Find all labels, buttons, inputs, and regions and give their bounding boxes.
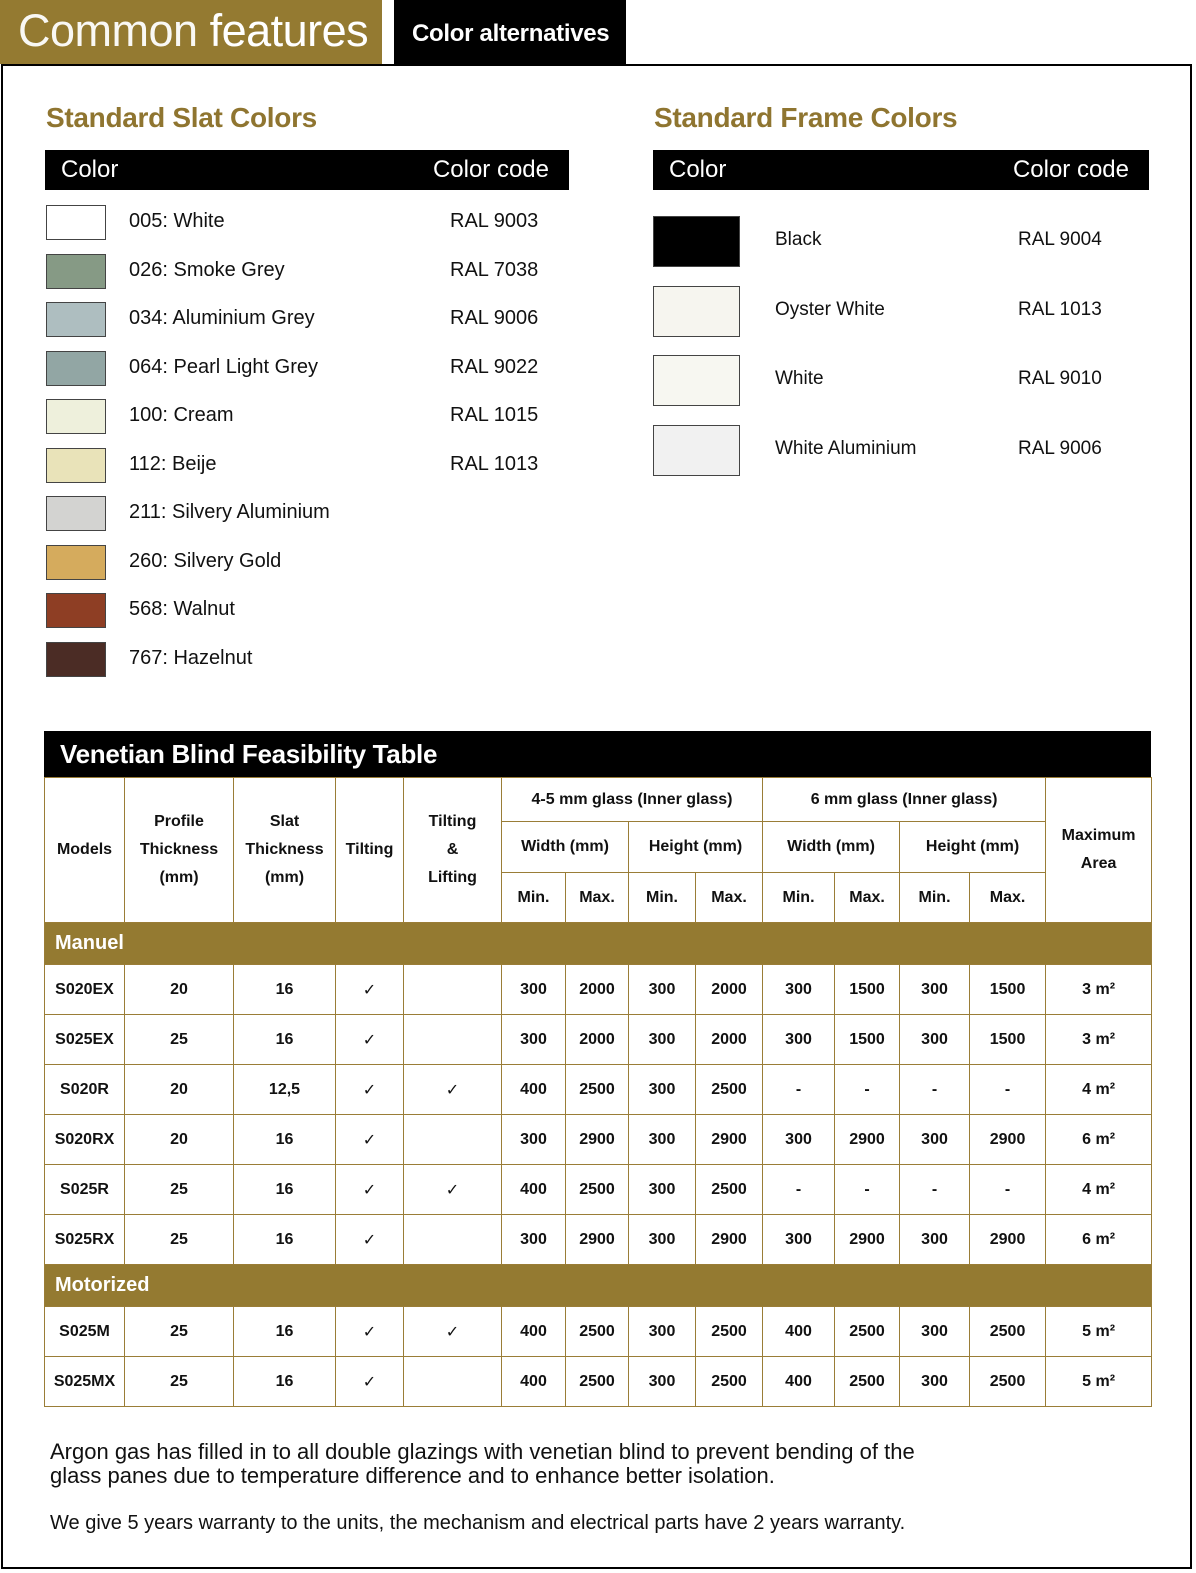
- table-cell-model: S020R: [45, 1065, 125, 1115]
- table-cell-w45max: 2900: [566, 1215, 629, 1265]
- table-cell-w45max: 2500: [566, 1165, 629, 1215]
- table-cell-w6max: 2900: [835, 1115, 900, 1165]
- slat-color-code: RAL 1013: [450, 452, 539, 475]
- table-cell-w6min: -: [763, 1165, 835, 1215]
- table-row: [45, 1215, 1152, 1265]
- tilting-header: Tilting: [336, 778, 404, 923]
- frame-colors-title: Standard Frame Colors: [654, 102, 958, 133]
- table-cell-model: S025MX: [45, 1357, 125, 1407]
- table-cell-tilt: ✓: [336, 965, 404, 1015]
- table-cell-h45min: 300: [629, 1165, 696, 1215]
- profile-thickness-header: Profile Thickness (mm): [125, 778, 234, 923]
- table-row: [45, 1015, 1152, 1065]
- table-cell-w45min: 300: [502, 965, 566, 1015]
- slat-color-swatch: [46, 545, 106, 580]
- slat-code-col-header: Color code: [432, 156, 549, 183]
- table-group-label: Motorized: [45, 1265, 1152, 1307]
- table-cell-area: 5 m²: [1046, 1357, 1152, 1407]
- slat-color-name: 005: White: [129, 210, 225, 232]
- table-cell-profile: 25: [125, 1015, 234, 1065]
- table-cell-h6min: 300: [900, 965, 970, 1015]
- slat-colors-header: [45, 150, 569, 190]
- table-cell-tiltlift: [404, 1115, 502, 1165]
- table-row: [45, 1165, 1152, 1215]
- tab-common-features-word1: Common: [18, 5, 198, 56]
- table-row: [45, 1065, 1152, 1115]
- table-cell-w45max: 2500: [566, 1307, 629, 1357]
- table-cell-w6max: 1500: [835, 965, 900, 1015]
- table-cell-tiltlift: ✓: [404, 1307, 502, 1357]
- table-row: [45, 1357, 1152, 1407]
- feasibility-title: Venetian Blind Feasibility Table: [60, 739, 438, 769]
- table-group-label: Manuel: [45, 923, 1152, 965]
- table-cell-w45min: 400: [502, 1165, 566, 1215]
- glass-45mm-header: 4-5 mm glass (Inner glass): [502, 778, 763, 822]
- table-cell-h6max: 2500: [970, 1357, 1046, 1407]
- table-cell-profile: 25: [125, 1307, 234, 1357]
- table-cell-h6max: 2900: [970, 1215, 1046, 1265]
- table-cell-h45max: 2900: [696, 1215, 763, 1265]
- frame-color-name: Black: [775, 229, 822, 250]
- maximum-area-header: Maximum Area: [1046, 778, 1152, 923]
- table-cell-h45min: 300: [629, 965, 696, 1015]
- slat-color-swatch: [46, 496, 106, 531]
- table-cell-w6max: -: [835, 1065, 900, 1115]
- table-group-row: [45, 923, 1152, 965]
- table-cell-w6max: 1500: [835, 1015, 900, 1065]
- table-cell-tilt: ✓: [336, 1015, 404, 1065]
- table-cell-w6min: 300: [763, 1215, 835, 1265]
- slat-color-swatch: [46, 642, 106, 677]
- slat-color-code: RAL 9003: [450, 210, 539, 232]
- models-header: Models: [45, 778, 125, 923]
- tab-color-alternatives-label: Color alternatives: [412, 20, 610, 47]
- table-cell-w45min: 400: [502, 1065, 566, 1115]
- table-cell-w6min: 300: [763, 965, 835, 1015]
- glass-6mm-header: 6 mm glass (Inner glass): [763, 778, 1046, 822]
- table-cell-slat: 16: [234, 1215, 336, 1265]
- table-cell-w6min: 400: [763, 1307, 835, 1357]
- slat-color-swatch: [46, 302, 106, 337]
- tab-color-alternatives[interactable]: [394, 0, 626, 64]
- table-cell-tilt: ✓: [336, 1215, 404, 1265]
- table-cell-model: S025EX: [45, 1015, 125, 1065]
- table-cell-h6max: 1500: [970, 1015, 1046, 1065]
- slat-color-name: 112: Beije: [129, 452, 217, 475]
- table-cell-w6min: 300: [763, 1015, 835, 1065]
- slat-color-name: 064: Pearl Light Grey: [129, 355, 318, 378]
- slat-color-name: 568: Walnut: [129, 598, 235, 620]
- slat-color-name: 026: Smoke Grey: [129, 258, 285, 281]
- min-header: Min.: [502, 873, 566, 923]
- slat-colors-title: Standard Slat Colors: [46, 102, 317, 133]
- table-cell-h45min: 300: [629, 1215, 696, 1265]
- table-cell-slat: 16: [234, 1115, 336, 1165]
- table-group-row: [45, 1265, 1152, 1307]
- frame-color-code: RAL 9010: [1018, 368, 1102, 389]
- table-cell-profile: 20: [125, 1065, 234, 1115]
- table-cell-area: 4 m²: [1046, 1165, 1152, 1215]
- table-cell-h45max: 2500: [696, 1165, 763, 1215]
- table-cell-profile: 20: [125, 1115, 234, 1165]
- table-cell-tiltlift: [404, 1357, 502, 1407]
- glass45-height-header: Height (mm): [629, 822, 763, 873]
- table-cell-h6min: 300: [900, 1307, 970, 1357]
- table-cell-h45min: 300: [629, 1065, 696, 1115]
- table-cell-area: 5 m²: [1046, 1307, 1152, 1357]
- table-cell-profile: 20: [125, 965, 234, 1015]
- table-cell-model: S025M: [45, 1307, 125, 1357]
- table-cell-slat: 12,5: [234, 1065, 336, 1115]
- slat-color-swatch: [46, 205, 106, 240]
- table-cell-profile: 25: [125, 1215, 234, 1265]
- argon-note-line1: Argon gas has filled in to all double glazings with venetian blind to prevent bending of the: [50, 1439, 915, 1464]
- frame-color-name: White Aluminium: [775, 437, 917, 459]
- table-cell-h45max: 2500: [696, 1307, 763, 1357]
- slat-color-name: 100: Cream: [129, 404, 234, 426]
- slat-color-name: 211: Silvery Aluminium: [129, 501, 330, 523]
- table-cell-tiltlift: ✓: [404, 1165, 502, 1215]
- slat-color-code: RAL 7038: [450, 258, 539, 281]
- table-cell-profile: 25: [125, 1357, 234, 1407]
- table-cell-h6max: -: [970, 1165, 1046, 1215]
- warranty-note: We give 5 years warranty to the units, the mechanism and electrical parts have 2 years warranty.: [50, 1512, 906, 1534]
- table-cell-h45min: 300: [629, 1307, 696, 1357]
- tilting-lifting-header: Tilting & Lifting: [404, 778, 502, 923]
- table-cell-h6max: 1500: [970, 965, 1046, 1015]
- frame-color-swatch: [653, 355, 740, 406]
- min-header: Min.: [900, 873, 970, 923]
- table-cell-w6min: 400: [763, 1357, 835, 1407]
- table-cell-w6max: -: [835, 1165, 900, 1215]
- frame-color-name: Oyster White: [775, 298, 885, 320]
- table-cell-h6min: 300: [900, 1115, 970, 1165]
- table-cell-area: 3 m²: [1046, 965, 1152, 1015]
- max-header: Max.: [696, 873, 763, 923]
- table-cell-slat: 16: [234, 965, 336, 1015]
- min-header: Min.: [629, 873, 696, 923]
- frame-color-name: White: [775, 368, 824, 389]
- table-cell-tilt: ✓: [336, 1065, 404, 1115]
- table-cell-w45min: 400: [502, 1357, 566, 1407]
- frame-color-swatch: [653, 286, 740, 337]
- table-cell-w6max: 2900: [835, 1215, 900, 1265]
- table-cell-h6max: 2900: [970, 1115, 1046, 1165]
- table-cell-model: S020RX: [45, 1115, 125, 1165]
- glass6-height-header: Height (mm): [900, 822, 1046, 873]
- table-cell-tiltlift: ✓: [404, 1065, 502, 1115]
- tab-common-features-word2: features: [209, 5, 369, 56]
- slat-color-swatch: [46, 593, 106, 628]
- table-cell-h45min: 300: [629, 1357, 696, 1407]
- table-cell-tilt: ✓: [336, 1165, 404, 1215]
- slat-color-name: 034: Aluminium Grey: [129, 307, 315, 329]
- min-header: Min.: [763, 873, 835, 923]
- table-cell-h45min: 300: [629, 1015, 696, 1065]
- slat-color-code: RAL 9006: [450, 307, 539, 329]
- table-cell-h45max: 2000: [696, 1015, 763, 1065]
- table-cell-w6max: 2500: [835, 1307, 900, 1357]
- table-cell-h45max: 2500: [696, 1357, 763, 1407]
- frame-color-col-header: Color: [669, 156, 727, 183]
- table-cell-h6max: 2500: [970, 1307, 1046, 1357]
- table-cell-tiltlift: [404, 965, 502, 1015]
- table-cell-w45min: 300: [502, 1015, 566, 1065]
- frame-colors-header: [653, 150, 1149, 190]
- table-cell-area: 6 m²: [1046, 1215, 1152, 1265]
- slat-color-swatch: [46, 448, 106, 483]
- max-header: Max.: [970, 873, 1046, 923]
- table-cell-area: 3 m²: [1046, 1015, 1152, 1065]
- frame-color-code: RAL 1013: [1018, 298, 1102, 320]
- table-cell-w6max: 2500: [835, 1357, 900, 1407]
- table-cell-area: 6 m²: [1046, 1115, 1152, 1165]
- slat-color-code: RAL 1015: [450, 404, 539, 426]
- table-cell-slat: 16: [234, 1165, 336, 1215]
- table-cell-h6min: -: [900, 1065, 970, 1115]
- table-cell-w6min: 300: [763, 1115, 835, 1165]
- slat-color-swatch: [46, 399, 106, 434]
- table-cell-h45max: 2500: [696, 1065, 763, 1115]
- frame-color-swatch: [653, 425, 740, 476]
- table-cell-h45max: 2000: [696, 965, 763, 1015]
- table-cell-w45max: 2000: [566, 1015, 629, 1065]
- table-cell-h45max: 2900: [696, 1115, 763, 1165]
- table-cell-slat: 16: [234, 1015, 336, 1065]
- table-cell-tiltlift: [404, 1015, 502, 1065]
- table-cell-model: S025RX: [45, 1215, 125, 1265]
- table-cell-w45max: 2500: [566, 1065, 629, 1115]
- table-cell-profile: 25: [125, 1165, 234, 1215]
- table-cell-slat: 16: [234, 1307, 336, 1357]
- frame-color-code: RAL 9004: [1018, 229, 1102, 250]
- table-row: [45, 1307, 1152, 1357]
- table-row: [45, 965, 1152, 1015]
- table-cell-w45max: 2500: [566, 1357, 629, 1407]
- table-cell-tiltlift: [404, 1215, 502, 1265]
- slat-color-name: 767: Hazelnut: [129, 646, 253, 669]
- max-header: Max.: [835, 873, 900, 923]
- table-cell-w45max: 2000: [566, 965, 629, 1015]
- table-cell-w6min: -: [763, 1065, 835, 1115]
- feasibility-table: [44, 777, 1152, 1407]
- slat-color-col-header: Color: [61, 156, 119, 183]
- table-cell-w45max: 2900: [566, 1115, 629, 1165]
- frame-color-code: RAL 9006: [1018, 437, 1102, 459]
- table-row: [45, 1115, 1152, 1165]
- table-cell-tilt: ✓: [336, 1115, 404, 1165]
- table-cell-area: 4 m²: [1046, 1065, 1152, 1115]
- table-cell-tilt: ✓: [336, 1307, 404, 1357]
- argon-note-line2: glass panes due to temperature difference and to enhance better isolation.: [50, 1463, 775, 1488]
- argon-note: [50, 1440, 915, 1488]
- max-header: Max.: [566, 873, 629, 923]
- table-cell-model: S020EX: [45, 965, 125, 1015]
- feasibility-title-bar: [44, 731, 1151, 777]
- slat-color-code: RAL 9022: [450, 355, 539, 378]
- table-cell-slat: 16: [234, 1357, 336, 1407]
- glass45-width-header: Width (mm): [502, 822, 629, 873]
- table-cell-w45min: 400: [502, 1307, 566, 1357]
- frame-color-swatch: [653, 216, 740, 267]
- slat-color-swatch: [46, 351, 106, 386]
- table-cell-h6min: 300: [900, 1215, 970, 1265]
- frame-code-col-header: Color code: [1012, 156, 1129, 183]
- slat-thickness-header: Slat Thickness (mm): [234, 778, 336, 923]
- glass6-width-header: Width (mm): [763, 822, 900, 873]
- table-cell-h45min: 300: [629, 1115, 696, 1165]
- slat-color-swatch: [46, 254, 106, 289]
- slat-color-name: 260: Silvery Gold: [129, 549, 282, 572]
- table-cell-model: S025R: [45, 1165, 125, 1215]
- table-cell-w45min: 300: [502, 1215, 566, 1265]
- table-cell-h6min: 300: [900, 1357, 970, 1407]
- table-cell-h6min: -: [900, 1165, 970, 1215]
- table-cell-tilt: ✓: [336, 1357, 404, 1407]
- table-cell-w45min: 300: [502, 1115, 566, 1165]
- table-cell-h6min: 300: [900, 1015, 970, 1065]
- table-cell-h6max: -: [970, 1065, 1046, 1115]
- tab-common-features[interactable]: [0, 0, 382, 64]
